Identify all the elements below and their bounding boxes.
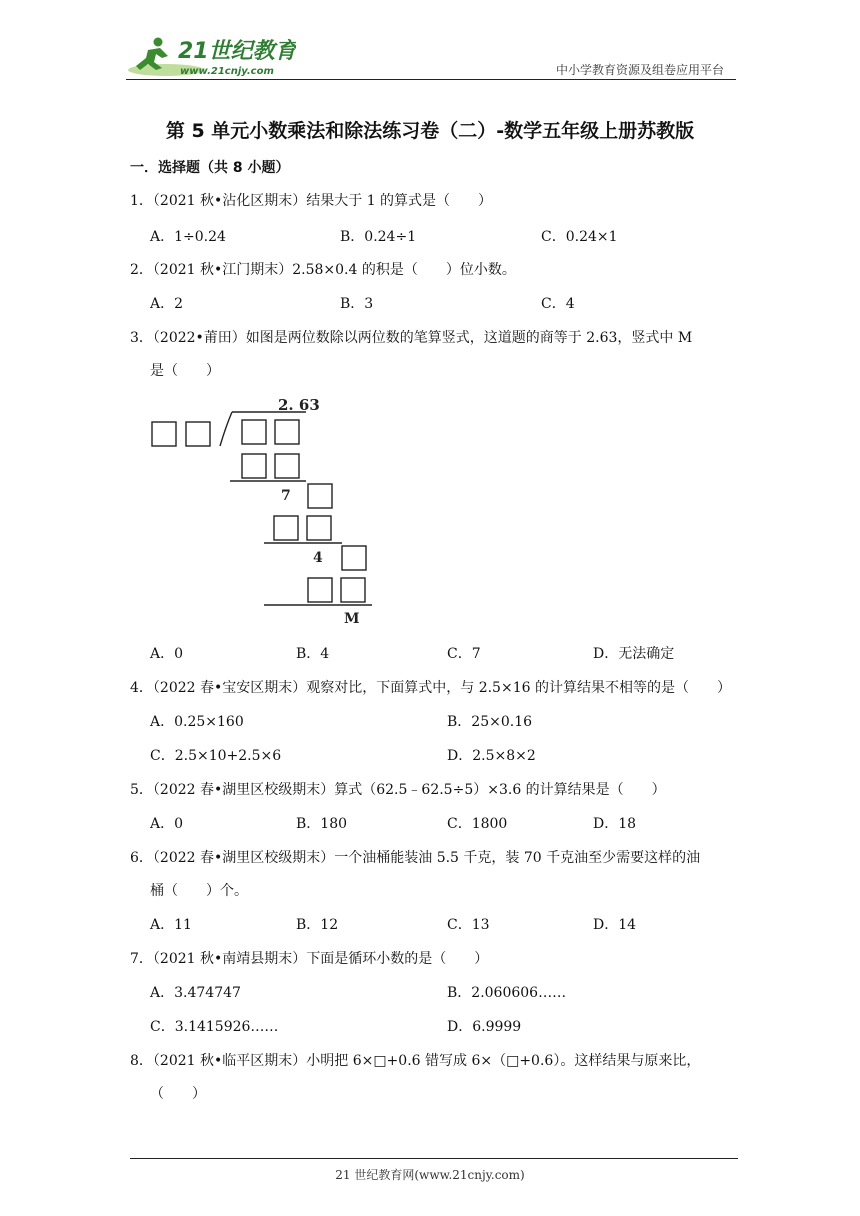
q2-option-c: C．4 (541, 296, 575, 312)
q6-option-c: C．13 (447, 917, 490, 933)
product2-tens-box (274, 516, 298, 540)
q6-option-b: B．12 (296, 917, 339, 933)
header-divider (126, 79, 736, 80)
quotient-label: 2. 63 (278, 396, 320, 414)
question-7: 7．（2021 秋•南靖县期末）下面是循环小数的是（ ） (130, 951, 489, 967)
q3-option-a: A．0 (150, 646, 184, 662)
q1-option-a: A．1÷0.24 (150, 229, 226, 245)
question-8: 8．（2021 秋•临平区期末）小明把 6×□+0.6 错写成 6×（□+0.6）。这样结果与原来比， (130, 1053, 701, 1069)
product1-ones-box (275, 454, 299, 478)
question-3-line2: 是（ ） (150, 363, 220, 379)
q5-option-a: A．0 (150, 816, 184, 832)
dividend-tens-box (242, 420, 266, 444)
logo-url: www.21cnjy.com (180, 66, 274, 77)
footer-text: 21 世纪教育网(www.21cnjy.com) (335, 1168, 525, 1182)
page-title: 第 5 单元小数乘法和除法练习卷（二）-数学五年级上册苏教版 (165, 120, 695, 142)
product1-tens-box (242, 454, 266, 478)
q5-option-c: C．1800 (447, 816, 508, 832)
question-2: 2．（2021 秋•江门期末）2.58×0.4 的积是（ ）位小数。 (130, 262, 516, 278)
q3-option-b: B．4 (296, 646, 330, 662)
q2-option-a: A．2 (150, 296, 184, 312)
dividend-ones-box (275, 420, 299, 444)
question-4: 4．（2022 春•宝安区期末）观察对比，下面算式中，与 2.5×16 的计算结果不相等的是（ ） (130, 680, 731, 696)
q3-option-c: C．7 (447, 646, 481, 662)
q6-option-a: A．11 (150, 917, 192, 933)
runner-logo-icon (126, 34, 296, 80)
q4-option-d: D．2.5×8×2 (447, 748, 536, 764)
long-division-diagram (146, 392, 386, 628)
product3-ones-box (341, 578, 365, 602)
q4-option-a: A．0.25×160 (150, 714, 244, 730)
q5-option-d: D．18 (593, 816, 637, 832)
digit-4: 4 (313, 550, 323, 566)
question-6-line2: 桶（ ）个。 (150, 883, 248, 899)
section-heading: 一．选择题（共 8 小题） (130, 160, 290, 176)
question-6: 6．（2022 春•湖里区校级期末）一个油桶能装油 5.5 千克，装 70 千克油至少需要这样的油 (130, 850, 701, 866)
question-3: 3．（2022•莆田）如图是两位数除以两位数的笔算竖式，这道题的商等于 2.63，竖式中 M (130, 330, 693, 346)
footer-divider (130, 1158, 738, 1159)
question-5: 5．（2022 春•湖里区校级期末）算式（62.5﹣62.5÷5）×3.6 的计算结果是（ ） (130, 782, 666, 798)
q4-option-b: B．25×0.16 (447, 714, 533, 730)
q3-option-d: D．无法确定 (593, 646, 675, 662)
q4-option-c: C．2.5×10+2.5×6 (150, 748, 282, 764)
header-platform-text: 中小学教育资源及组卷应用平台 (555, 63, 724, 77)
question-1: 1．（2021 秋•沾化区期末）结果大于 1 的算式是（ ） (130, 193, 493, 209)
remainder2-ones-box (342, 546, 366, 570)
q6-option-d: D．14 (593, 917, 637, 933)
q5-option-b: B．180 (296, 816, 348, 832)
digit-7: 7 (281, 488, 291, 504)
divisor-ones-box (186, 422, 210, 446)
q7-option-c: C．3.1415926…… (150, 1019, 279, 1035)
logo-text: 21世纪教育 (178, 39, 296, 64)
divisor-tens-box (152, 422, 176, 446)
question-8-line2: （ ） (150, 1086, 206, 1102)
q1-option-c: C．0.24×1 (541, 229, 618, 245)
q7-option-d: D．6.9999 (447, 1019, 522, 1035)
remainder1-ones-box (308, 484, 332, 508)
remainder-m: M (344, 611, 360, 627)
q2-option-b: B．3 (340, 296, 374, 312)
product3-tens-box (308, 578, 332, 602)
site-logo (126, 34, 296, 80)
q7-option-a: A．3.474747 (150, 985, 241, 1001)
product2-ones-box (307, 516, 331, 540)
q7-option-b: B．2.060606…… (447, 985, 567, 1001)
q1-option-b: B．0.24÷1 (340, 229, 417, 245)
